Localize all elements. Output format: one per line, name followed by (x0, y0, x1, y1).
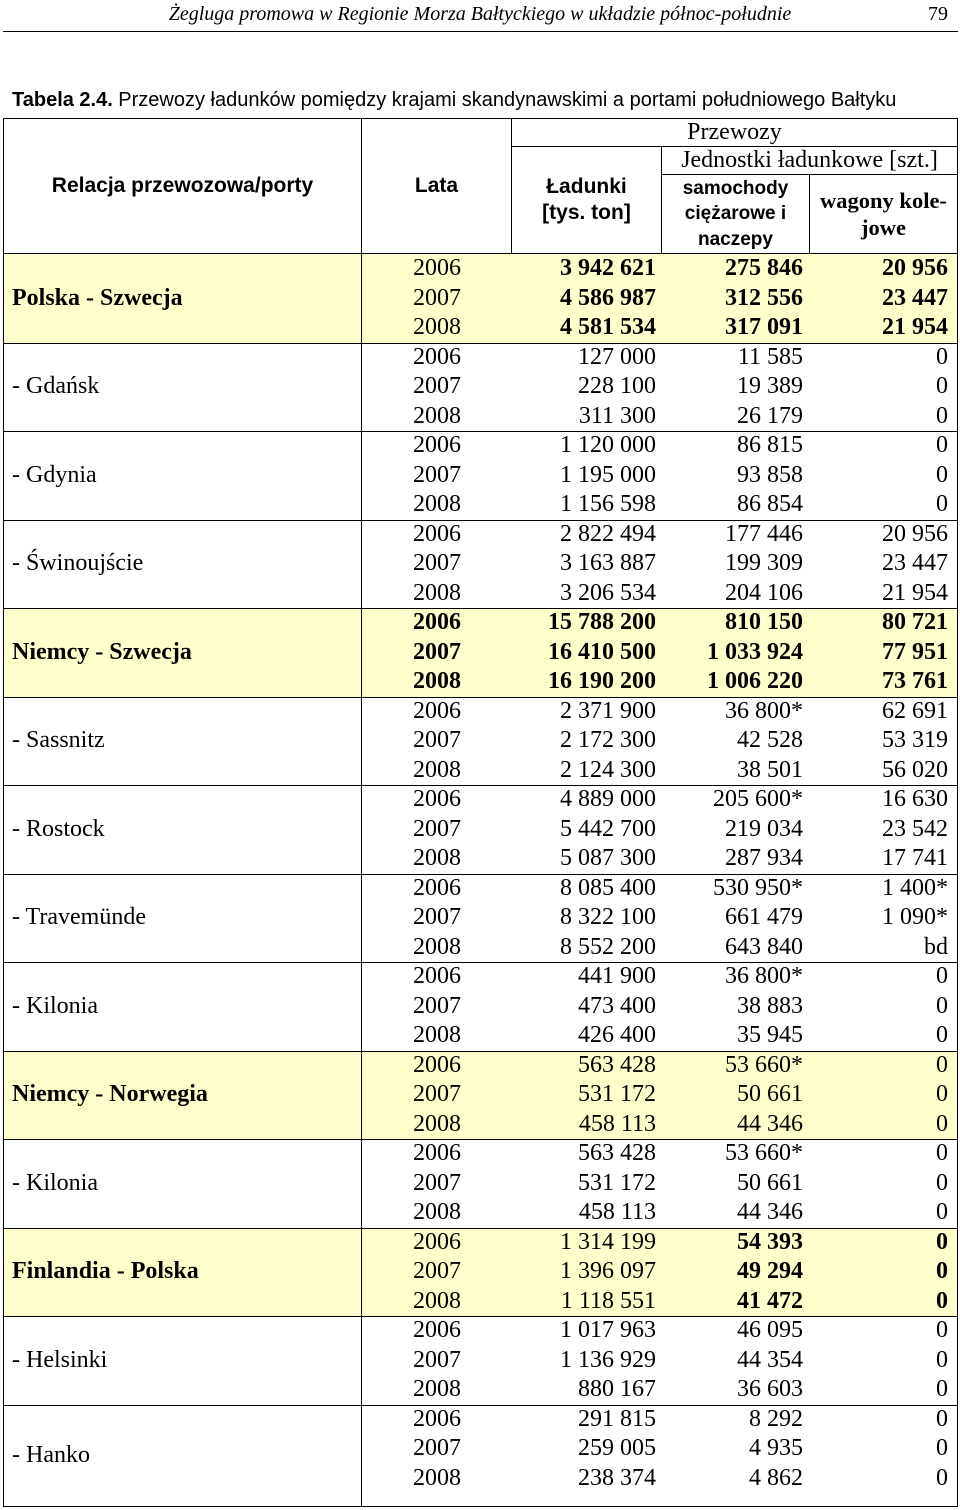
column-header-years (362, 119, 512, 254)
table-group (4, 1139, 957, 1228)
table-row (362, 313, 957, 343)
wagons-cell: 0 (936, 343, 948, 370)
table-row (362, 756, 957, 786)
table-row (362, 431, 957, 461)
trucks-cell: 317 091 (725, 314, 803, 340)
table-row (362, 1375, 957, 1405)
cargo-cell: 458 113 (578, 1110, 656, 1137)
trucks-cell: 50 661 (737, 1081, 803, 1107)
year-cell: 2006 (413, 343, 461, 370)
relation-label: Polska - Szwecja (4, 254, 362, 343)
trucks-cell: 287 934 (725, 845, 803, 871)
trucks-cell: 86 854 (737, 491, 803, 517)
cargo-cell: 1 396 097 (560, 1258, 656, 1284)
wagons-cell: 0 (936, 1081, 948, 1107)
wagons-cell: 0 (936, 491, 948, 517)
table-row (362, 1110, 957, 1140)
wagons-cell: 77 951 (882, 638, 948, 665)
trucks-cell: 205 600* (713, 786, 803, 812)
trucks-cell: 93 858 (737, 461, 803, 488)
trucks-cell: 199 309 (725, 550, 803, 576)
column-header-transport (512, 119, 957, 147)
table-row (362, 1169, 957, 1199)
relation-label: - Travemünde (4, 874, 362, 963)
cargo-cell: 4 586 987 (560, 284, 656, 311)
wagons-cell: 0 (936, 1258, 948, 1284)
wagons-cell: 17 741 (882, 845, 948, 871)
wagons-cell: 0 (936, 373, 948, 399)
column-header-cargo (512, 147, 662, 254)
trucks-cell: 35 945 (737, 1022, 803, 1048)
table-group (4, 697, 957, 786)
cargo-cell: 291 815 (578, 1405, 656, 1432)
year-cell: 2007 (413, 1169, 461, 1196)
cargo-cell: 531 172 (578, 1081, 656, 1107)
relation-label: - Hanko (4, 1405, 362, 1507)
cargo-cell: 15 788 200 (548, 609, 656, 635)
year-cell: 2008 (413, 1464, 461, 1491)
year-cell: 2006 (413, 609, 461, 635)
table-group (4, 785, 957, 874)
trucks-cell: 36 800* (725, 963, 803, 989)
year-cell: 2008 (413, 1022, 461, 1048)
table-row (362, 1257, 957, 1287)
wagons-cell: 0 (936, 1228, 948, 1255)
running-title: Żegluga promowa w Regionie Morza Bałtyckiego w układzie północ-południe (168, 3, 792, 25)
table-row (362, 1051, 957, 1081)
wagons-cell: 23 542 (882, 815, 948, 842)
year-cell: 2007 (413, 992, 461, 1019)
wagons-cell: 62 691 (882, 697, 948, 724)
cargo-cell: 458 113 (578, 1199, 656, 1225)
wagons-cell: 0 (936, 461, 948, 488)
table-row (362, 667, 957, 697)
table-row (362, 1080, 957, 1110)
wagons-cell: 73 761 (882, 668, 948, 694)
data-table (3, 118, 958, 1507)
year-cell: 2008 (413, 314, 461, 340)
column-header-transport-text: Przewozy (687, 119, 782, 145)
cargo-cell: 1 314 199 (560, 1228, 656, 1255)
year-cell: 2006 (413, 432, 461, 458)
column-header-relation-text: Relacja przewozowa/porty (51, 174, 314, 197)
cargo-cell: 426 400 (578, 1022, 656, 1048)
table-row (362, 461, 957, 491)
year-cell: 2008 (413, 756, 461, 783)
wagons-cell: 23 447 (882, 284, 948, 311)
table-group (4, 343, 957, 432)
trucks-cell: 44 346 (737, 1110, 803, 1137)
wagons-cell: 0 (936, 1199, 948, 1225)
year-cell: 2007 (413, 727, 461, 753)
year-cell: 2007 (413, 461, 461, 488)
column-header-trucks-line: ciężarowe i (684, 203, 787, 225)
relation-label: - Gdańsk (4, 343, 362, 432)
year-cell: 2007 (413, 815, 461, 842)
trucks-cell: 1 006 220 (707, 668, 803, 694)
trucks-cell: 44 346 (737, 1199, 803, 1225)
table-row (362, 520, 957, 550)
relation-label: Finlandia - Polska (4, 1228, 362, 1317)
wagons-cell: 0 (936, 1435, 948, 1461)
year-cell: 2007 (413, 904, 461, 930)
cargo-cell: 8 552 200 (560, 933, 656, 960)
cargo-cell: 1 195 000 (560, 461, 656, 488)
year-cell: 2007 (413, 1081, 461, 1107)
trucks-cell: 38 883 (737, 992, 803, 1019)
table-row (362, 933, 957, 963)
table-row (362, 785, 957, 815)
wagons-cell: 0 (936, 1346, 948, 1373)
column-header-trucks-line: samochody (682, 177, 789, 199)
table-body (4, 254, 957, 1506)
trucks-cell: 1 033 924 (707, 638, 803, 665)
table-row (362, 726, 957, 756)
cargo-cell: 228 100 (578, 373, 656, 399)
relation-label: - Świnoujście (4, 520, 362, 609)
trucks-cell: 204 106 (725, 579, 803, 606)
trucks-cell: 44 354 (737, 1346, 803, 1373)
year-cell: 2008 (413, 668, 461, 694)
cargo-cell: 4 581 534 (560, 314, 656, 340)
wagons-cell: 0 (936, 963, 948, 989)
year-cell: 2008 (413, 1287, 461, 1314)
table-row (362, 962, 957, 992)
page-number: 79 (928, 3, 948, 25)
year-cell: 2006 (413, 255, 461, 281)
table-row (362, 254, 957, 284)
wagons-cell: 0 (936, 1464, 948, 1491)
year-cell: 2006 (413, 1228, 461, 1255)
cargo-cell: 16 410 500 (548, 638, 656, 665)
trucks-cell: 275 846 (725, 255, 803, 281)
trucks-cell: 661 479 (725, 904, 803, 930)
wagons-cell: bd (924, 933, 948, 960)
cargo-cell: 441 900 (578, 963, 656, 989)
year-cell: 2006 (413, 1405, 461, 1432)
trucks-cell: 36 603 (737, 1376, 803, 1402)
table-caption (12, 88, 896, 112)
table-row (362, 1228, 957, 1258)
cargo-cell: 473 400 (578, 992, 656, 1019)
wagons-cell: 56 020 (882, 756, 948, 783)
wagons-cell: 53 319 (882, 727, 948, 753)
wagons-cell: 16 630 (882, 786, 948, 812)
wagons-cell: 0 (936, 1022, 948, 1048)
wagons-cell: 0 (936, 1317, 948, 1343)
cargo-cell: 1 017 963 (560, 1317, 656, 1343)
table-group (4, 1316, 957, 1405)
cargo-cell: 2 822 494 (560, 520, 656, 547)
table-row (362, 992, 957, 1022)
relation-label: - Gdynia (4, 431, 362, 520)
year-cell: 2008 (413, 1199, 461, 1225)
table-group (4, 520, 957, 609)
year-cell: 2006 (413, 520, 461, 547)
table-row (362, 697, 957, 727)
year-cell: 2008 (413, 845, 461, 871)
relation-label: - Sassnitz (4, 697, 362, 786)
year-cell: 2008 (413, 402, 461, 429)
table-group (4, 1405, 957, 1507)
trucks-cell: 49 294 (737, 1258, 803, 1284)
table-row (362, 579, 957, 609)
table-row (362, 874, 957, 904)
table-row (362, 1316, 957, 1346)
column-header-wagons-line: jowe (861, 215, 906, 240)
table-row (362, 815, 957, 845)
trucks-cell: 38 501 (737, 756, 803, 783)
trucks-cell: 46 095 (737, 1317, 803, 1343)
year-cell: 2007 (413, 550, 461, 576)
column-header-wagons-line: wagony kole- (820, 188, 947, 213)
year-cell: 2007 (413, 638, 461, 665)
table-row (362, 1287, 957, 1317)
year-cell: 2007 (413, 1346, 461, 1373)
trucks-cell: 219 034 (725, 815, 803, 842)
cargo-cell: 5 442 700 (560, 815, 656, 842)
table-group (4, 874, 957, 963)
trucks-cell: 4 862 (749, 1464, 803, 1491)
cargo-cell: 127 000 (578, 343, 656, 370)
year-cell: 2008 (413, 579, 461, 606)
cargo-cell: 259 005 (578, 1435, 656, 1461)
column-header-units (662, 147, 957, 175)
table-group (4, 608, 957, 697)
table-row (362, 402, 957, 432)
column-header-cargo-line: Ładunki (546, 175, 627, 198)
cargo-cell: 5 087 300 (560, 845, 656, 871)
table-group (4, 962, 957, 1051)
wagons-cell: 0 (936, 1110, 948, 1137)
cargo-cell: 2 172 300 (560, 727, 656, 753)
trucks-cell: 36 800* (725, 697, 803, 724)
cargo-cell: 3 206 534 (560, 579, 656, 606)
table-group (4, 431, 957, 520)
relation-label: Niemcy - Norwegia (4, 1051, 362, 1140)
year-cell: 2006 (413, 874, 461, 901)
wagons-cell: 80 721 (882, 609, 948, 635)
cargo-cell: 563 428 (578, 1051, 656, 1078)
year-cell: 2008 (413, 491, 461, 517)
table-row (362, 549, 957, 579)
trucks-cell: 41 472 (737, 1287, 803, 1314)
table-row (362, 1139, 957, 1169)
cargo-cell: 2 124 300 (560, 756, 656, 783)
trucks-cell: 530 950* (713, 874, 803, 901)
trucks-cell: 50 661 (737, 1169, 803, 1196)
year-cell: 2006 (413, 1140, 461, 1166)
relation-label: - Helsinki (4, 1316, 362, 1405)
cargo-cell: 8 085 400 (560, 874, 656, 901)
cargo-cell: 1 118 551 (560, 1287, 656, 1314)
table-row (362, 1464, 957, 1494)
relation-label: Niemcy - Szwecja (4, 608, 362, 697)
trucks-cell: 53 660* (725, 1051, 803, 1078)
cargo-cell: 8 322 100 (560, 904, 656, 930)
trucks-cell: 177 446 (725, 520, 803, 547)
cargo-cell: 1 156 598 (560, 491, 656, 517)
year-cell: 2006 (413, 1051, 461, 1078)
wagons-cell: 0 (936, 432, 948, 458)
cargo-cell: 2 371 900 (560, 697, 656, 724)
trucks-cell: 810 150 (725, 609, 803, 635)
relation-label: - Rostock (4, 785, 362, 874)
cargo-cell: 563 428 (578, 1140, 656, 1166)
year-cell: 2006 (413, 697, 461, 724)
trucks-cell: 4 935 (749, 1435, 803, 1461)
year-cell: 2008 (413, 1376, 461, 1402)
wagons-cell: 1 090* (882, 904, 948, 930)
table-row (362, 284, 957, 314)
table-row (362, 844, 957, 874)
column-header-trucks (662, 175, 810, 254)
table-row (362, 490, 957, 520)
year-cell: 2008 (413, 933, 461, 960)
year-cell: 2008 (413, 1110, 461, 1137)
trucks-cell: 643 840 (725, 933, 803, 960)
table-row (362, 1346, 957, 1376)
cargo-cell: 531 172 (578, 1169, 656, 1196)
wagons-cell: 0 (936, 1051, 948, 1078)
column-header-relation (4, 119, 362, 254)
year-cell: 2006 (413, 1317, 461, 1343)
trucks-cell: 8 292 (749, 1405, 803, 1432)
wagons-cell: 0 (936, 1405, 948, 1432)
table-row (362, 638, 957, 668)
table-group (4, 254, 957, 343)
year-cell: 2007 (413, 1435, 461, 1461)
cargo-cell: 4 889 000 (560, 786, 656, 812)
year-cell: 2007 (413, 373, 461, 399)
header-rule (3, 31, 958, 32)
table-row (362, 1021, 957, 1051)
wagons-cell: 1 400* (882, 874, 948, 901)
trucks-cell: 11 585 (737, 343, 803, 370)
table-row (362, 1434, 957, 1464)
table-row (362, 608, 957, 638)
caption-text: Przewozy ładunków pomiędzy krajami skandynawskimi a portami południowego Bałtyku (118, 89, 897, 111)
table-row (362, 1198, 957, 1228)
column-header-trucks-line: naczepy (698, 228, 773, 250)
table-group (4, 1051, 957, 1140)
wagons-cell: 0 (936, 1169, 948, 1196)
wagons-cell: 20 956 (882, 520, 948, 547)
year-cell: 2006 (413, 786, 461, 812)
cargo-cell: 3 163 887 (560, 550, 656, 576)
wagons-cell: 0 (936, 1287, 948, 1314)
table-row (362, 372, 957, 402)
wagons-cell: 21 954 (882, 314, 948, 340)
cargo-cell: 311 300 (578, 402, 656, 429)
wagons-cell: 23 447 (882, 550, 948, 576)
cargo-cell: 1 120 000 (560, 432, 656, 458)
cargo-cell: 1 136 929 (560, 1346, 656, 1373)
cargo-cell: 3 942 621 (560, 255, 656, 281)
column-header-years-text: Lata (414, 174, 459, 197)
cargo-cell: 880 167 (578, 1376, 656, 1402)
trucks-cell: 19 389 (737, 373, 803, 399)
table-row (362, 903, 957, 933)
year-cell: 2007 (413, 1258, 461, 1284)
column-header-units-text: Jednostki ładunkowe [szt.] (681, 147, 938, 173)
cargo-cell: 16 190 200 (548, 668, 656, 694)
wagons-cell: 0 (936, 992, 948, 1019)
column-header-cargo-line: [tys. ton] (542, 201, 631, 224)
table-row (362, 343, 957, 373)
trucks-cell: 26 179 (737, 402, 803, 429)
table-group (4, 1228, 957, 1317)
wagons-cell: 21 954 (882, 579, 948, 606)
wagons-cell: 0 (936, 1140, 948, 1166)
wagons-cell: 0 (936, 1376, 948, 1402)
trucks-cell: 42 528 (737, 727, 803, 753)
trucks-cell: 312 556 (725, 284, 803, 311)
column-header-wagons (810, 175, 957, 254)
wagons-cell: 20 956 (882, 255, 948, 281)
caption-label: Tabela 2.4. (12, 89, 113, 111)
trucks-cell: 53 660* (725, 1140, 803, 1166)
year-cell: 2006 (413, 963, 461, 989)
trucks-cell: 86 815 (737, 432, 803, 458)
year-cell: 2007 (413, 284, 461, 311)
table-row (362, 1405, 957, 1435)
relation-label: - Kilonia (4, 962, 362, 1051)
relation-label: - Kilonia (4, 1139, 362, 1228)
cargo-cell: 238 374 (578, 1464, 656, 1491)
trucks-cell: 54 393 (737, 1228, 803, 1255)
wagons-cell: 0 (936, 402, 948, 429)
